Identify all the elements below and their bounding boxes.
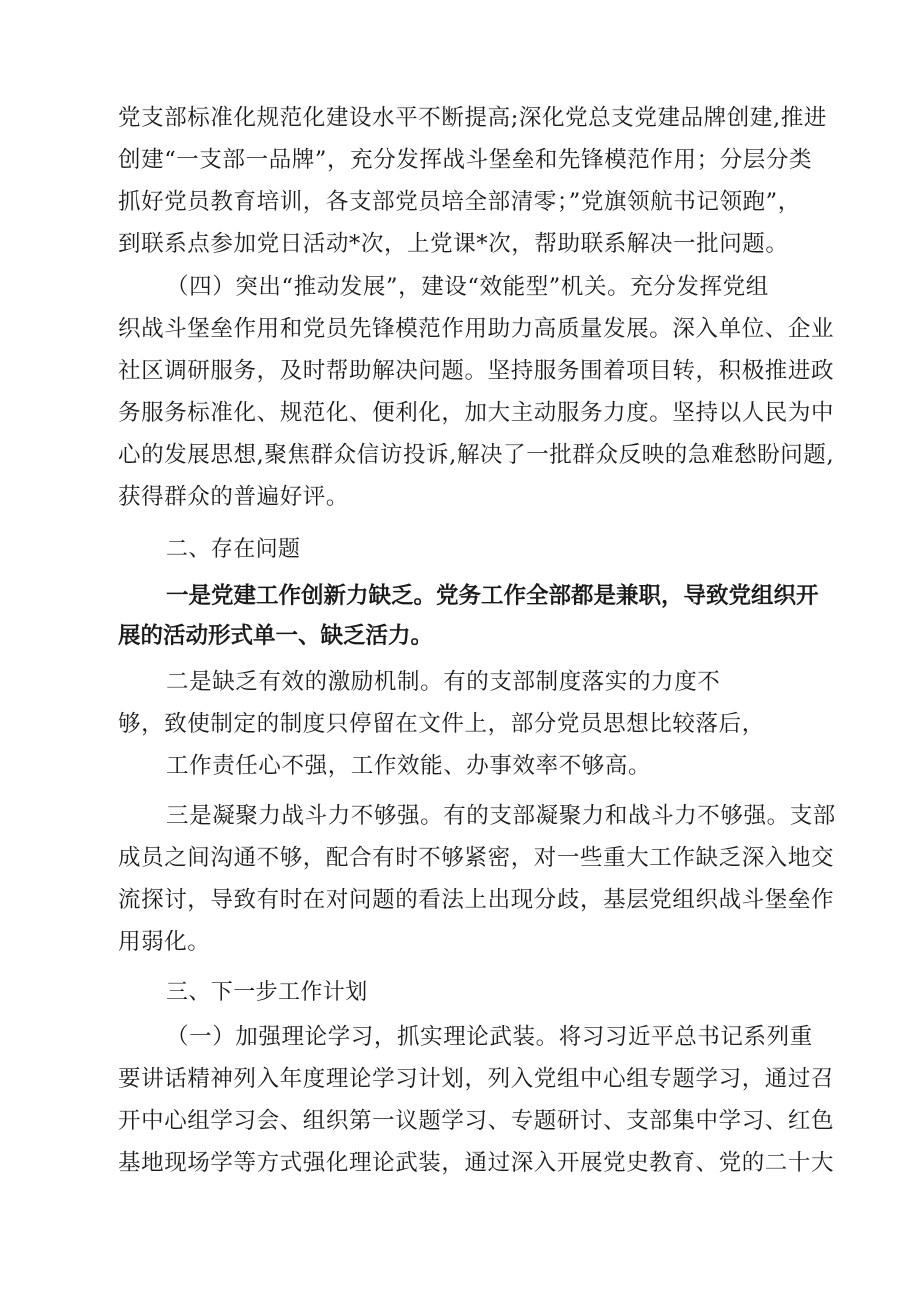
- paragraph-line: 到联系点参加党日活动*次，上党课*次，帮助联系解决一批问题。: [118, 231, 789, 257]
- section-heading-problems: 二、存在问题: [166, 537, 301, 562]
- paragraph-line: 社区调研服务，及时帮助解决问题。坚持服务围着项目转，积极推进政: [118, 358, 835, 384]
- paragraph-line: 心的发展思想,聚焦群众信访投诉,解决了一批群众反映的急难愁盼问题,: [118, 442, 835, 468]
- section-four-line: （四）突出“推动发展”，建设“效能型”机关。充分发挥党组: [166, 274, 769, 300]
- problem-two-line: 二是缺乏有效的激励机制。有的支部制度落实的力度不: [166, 669, 721, 695]
- paragraph-line: 织战斗堡垒作用和党员先锋模范作用助力高质量发展。深入单位、企业: [118, 316, 835, 342]
- paragraph-line: 抓好党员教育培训，各支部党员培全部清零；”党旗领航书记领跑”，: [118, 189, 801, 215]
- problem-one-line: 一是党建工作创新力缺乏。党务工作全部都是兼职，导致党组织开: [166, 583, 819, 609]
- section-heading-next-steps: 三、下一步工作计划: [166, 980, 368, 1005]
- paragraph-line: 要讲话精神列入年度理论学习计划，列入党组中心组专题学习，通过召: [118, 1066, 835, 1092]
- paragraph-line: 成员之间沟通不够，配合有时不够紧密，对一些重大工作缺乏深入地交: [118, 845, 835, 871]
- paragraph-line: 流探讨，导致有时在对问题的看法上出现分歧，基层党组织战斗堡垒作: [118, 887, 835, 913]
- paragraph-line: 用弱化。: [118, 929, 211, 955]
- plan-one-line: （一）加强理论学习，抓实理论武装。将习习近平总书记系列重: [166, 1024, 813, 1050]
- paragraph-line: 务服务标准化、规范化、便利化，加大主动服务力度。坚持以人民为中: [118, 400, 835, 426]
- paragraph-line: 创建“一支部一品牌”，充分发挥战斗堡垒和先锋模范作用；分层分类: [118, 147, 813, 173]
- problem-one-line: 展的活动形式单一、缺乏活力。: [118, 623, 434, 649]
- problem-three-line: 三是凝聚力战斗力不够强。有的支部凝聚力和战斗力不够强。支部: [166, 803, 836, 829]
- paragraph-line: 基地现场学等方式强化理论武装，通过深入开展党史教育、党的二十大: [118, 1150, 835, 1176]
- problem-two-line: 工作责任心不强，工作效能、办事效率不够高。: [166, 753, 652, 779]
- problem-two-line: 够，致使制定的制度只停留在文件上，部分党员思想比较落后，: [118, 711, 765, 737]
- paragraph-line: 开中心组学习会、组织第一议题学习、专题研讨、支部集中学习、红色: [118, 1108, 835, 1134]
- paragraph-line: 党支部标准化规范化建设水平不断提高;深化党总支党建品牌创建,推进: [118, 105, 827, 131]
- paragraph-line: 获得群众的普遍好评。: [118, 484, 350, 510]
